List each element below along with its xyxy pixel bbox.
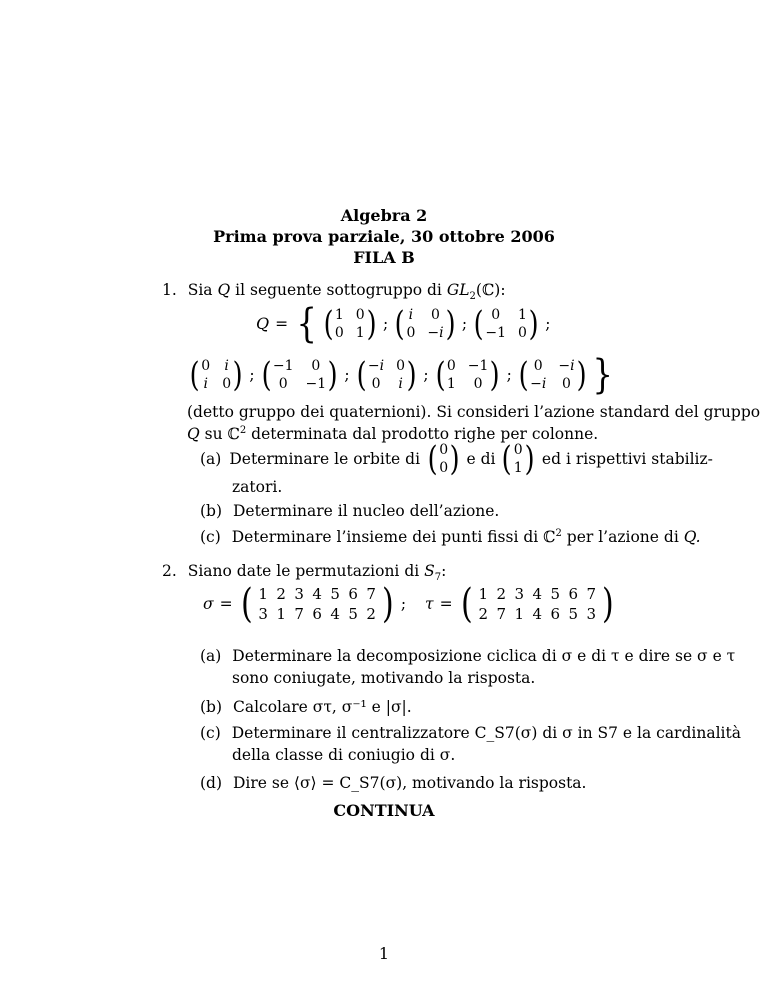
permutation-entry: 5	[550, 585, 560, 603]
matrix: ( 0 1 −1 0 )	[473, 304, 539, 344]
left-brace: {	[296, 301, 318, 347]
matrix-entry: 0	[406, 325, 416, 341]
title-fila: FILA B	[353, 248, 415, 267]
permutation-entry: 5	[330, 585, 340, 603]
matrix: ( 0 −1 1 0 )	[435, 355, 500, 395]
matrix-entry: −i	[427, 325, 444, 341]
permutation-entry: 4	[532, 585, 542, 603]
permutation-entry: 4	[532, 605, 542, 623]
permutation-entry: 5	[348, 605, 358, 623]
permutation-entry: 3	[258, 605, 268, 623]
exercise-2-intro: 2. Siano date le permutazioni di $S_7$:	[162, 562, 447, 584]
permutation-entry: 3	[586, 605, 596, 623]
matrix-entry: 0	[473, 376, 483, 392]
permutation-entry: 7	[294, 605, 304, 623]
matrix: ( 0 i i 0 )	[189, 355, 243, 395]
exercise-1-intro: 1. Sia Q il seguente sottogruppo di $GL_2(ℂ)$:	[162, 281, 506, 303]
matrix-entry: i	[224, 358, 229, 374]
permutation-entry: 6	[550, 605, 560, 623]
matrix: ( −i 0 0 i )	[356, 355, 417, 395]
permutation-entry: 2	[496, 585, 506, 603]
matrix-entry: 0	[278, 376, 288, 392]
title-exam: Prima prova parziale, 30 ottobre 2006	[213, 227, 555, 246]
matrix-entry: 0	[222, 376, 232, 392]
permutation-entry: 1	[276, 605, 286, 623]
matrix-entry: 0	[371, 376, 381, 392]
quaternion-set-row-1: Q = { ( 1 0 0 1 ) ; ( i 0 0 −i ) ; ( 0 1 −1 0 ) ;	[256, 304, 553, 344]
matrix-entry: 0	[396, 358, 406, 374]
permutation-entry: 3	[514, 585, 524, 603]
permutation-entry: 3	[294, 585, 304, 603]
exercise-2c: (c) Determinare il centralizzatore C_S7(σ) di σ in S7 e la cardinalità della classe di coniugio di σ.	[200, 724, 741, 765]
matrix-entry: 0	[311, 358, 321, 374]
permutation-entry: 2	[366, 605, 376, 623]
matrix-entry: −1	[305, 376, 327, 392]
matrix-entry: i	[203, 376, 208, 392]
matrix-list-row-2: ( 0 i i 0 ) ; ( −1 0 0 −1 ) ; ( −i 0 0 i ) ; ( 0 −1 1 0 ) ; ( 0 −i −i 0 )	[189, 355, 587, 395]
permutation-entry: 6	[568, 585, 578, 603]
matrix-entry: 1	[355, 325, 365, 341]
matrix-entry: −i	[367, 358, 385, 374]
exercise-1b: (b) Determinare il nucleo dell’azione.	[200, 502, 500, 520]
matrix-entry: 0	[533, 358, 543, 374]
sigma-permutation: ( 1 2 3 4 5 6 7 3 1 7 6 4 5 2 )	[240, 581, 394, 627]
permutation-entry: 1	[258, 585, 268, 603]
exercise-number: 1.	[162, 281, 177, 299]
permutation-entry: 4	[330, 605, 340, 623]
quaternion-set-row-2	[188, 352, 615, 398]
permutation-entry: 4	[312, 585, 322, 603]
matrix-entry: 0	[562, 376, 571, 392]
vector-e2: ( 0 1 )	[502, 439, 535, 479]
matrix-entry: i	[398, 376, 403, 392]
permutations: σ = ( 1 2 3 4 5 6 7 3 1 7 6 4 5 2 ) ; τ = ( 1 2 3 4 5 6 7 2 7 1 4 6 5 3 )	[203, 581, 614, 627]
matrix: ( −1 0 0 −1 )	[261, 355, 338, 395]
matrix-entry: 1	[334, 307, 344, 323]
vector-entry: 1	[513, 460, 523, 476]
exercise-2d: (d) Dire se ⟨σ⟩ = C_S7(σ), motivando la risposta.	[200, 774, 587, 792]
matrix-entry: 0	[446, 358, 456, 374]
matrix-entry: −1	[467, 358, 489, 374]
matrix: ( 1 0 0 1 )	[323, 304, 377, 344]
vector-entry: 0	[439, 442, 449, 458]
permutation-entry: 6	[348, 585, 358, 603]
matrix-entry: −i	[558, 358, 575, 374]
matrix-entry: 0	[201, 358, 211, 374]
right-brace: }	[592, 352, 613, 398]
matrix-list-row-1: ( 1 0 0 1 ) ; ( i 0 0 −i ) ; ( 0 1 −1 0 ) ;	[323, 304, 551, 344]
permutation-entry: 1	[478, 585, 488, 603]
exercise-1c: (c) Determinare l’insieme dei punti fissi di ℂ$^2$ per l’azione di Q.	[200, 527, 701, 546]
exercise-1a: (a) Determinare le orbite di ( 0 0 ) e di ( 0 1 ) ed i rispettivi stabiliz-	[200, 439, 713, 479]
permutation-entry: 7	[586, 585, 596, 603]
permutation-entry: 2	[276, 585, 286, 603]
permutation-entry: 7	[496, 605, 506, 623]
permutation-entry: 1	[514, 605, 524, 623]
permutation-entry: 7	[366, 585, 376, 603]
matrix-entry: 0	[355, 307, 365, 323]
matrix-entry: 0	[491, 307, 501, 323]
matrix-entry: 1	[518, 307, 527, 323]
title-course: Algebra 2	[340, 206, 428, 225]
permutation-entry: 5	[568, 605, 578, 623]
matrix: ( i 0 0 −i )	[394, 304, 456, 344]
exercise-number: 2.	[162, 562, 177, 580]
continua-label: CONTINUA	[333, 801, 435, 820]
matrix-entry: 0	[518, 325, 527, 341]
matrix-entry: −1	[272, 358, 294, 374]
matrix-entry: 0	[334, 325, 344, 341]
vector-entry: 0	[439, 460, 449, 476]
matrix-entry: −i	[530, 376, 547, 392]
tau-permutation: ( 1 2 3 4 5 6 7 2 7 1 4 6 5 3 )	[460, 581, 614, 627]
exercise-2a: (a) Determinare la decomposizione ciclica di σ e di τ e dire se σ e τ sono coniugate, motivando la risposta.	[200, 647, 736, 688]
matrix-entry: i	[408, 307, 414, 323]
matrix-entry: 1	[446, 376, 456, 392]
exercise-2b: (b) Calcolare στ, σ⁻¹ e |σ|.	[200, 698, 412, 716]
vector-entry: 0	[513, 442, 523, 458]
matrix: ( 0 −i −i 0 )	[518, 355, 587, 395]
page-number: 1	[378, 944, 390, 963]
exercise-1-description: (detto gruppo dei quaternioni). Si consideri l’azione standard del gruppo Q su ℂ$^2$ determinata dal prodotto righe per colonne.	[187, 403, 761, 444]
permutation-entry: 6	[312, 605, 322, 623]
matrix-entry: 0	[431, 307, 440, 323]
permutation-entry: 2	[478, 605, 488, 623]
exercise-1a-cont: zatori.	[232, 478, 283, 496]
matrix-entry: −1	[485, 325, 506, 341]
vector-e1: ( 0 0 )	[427, 439, 460, 479]
